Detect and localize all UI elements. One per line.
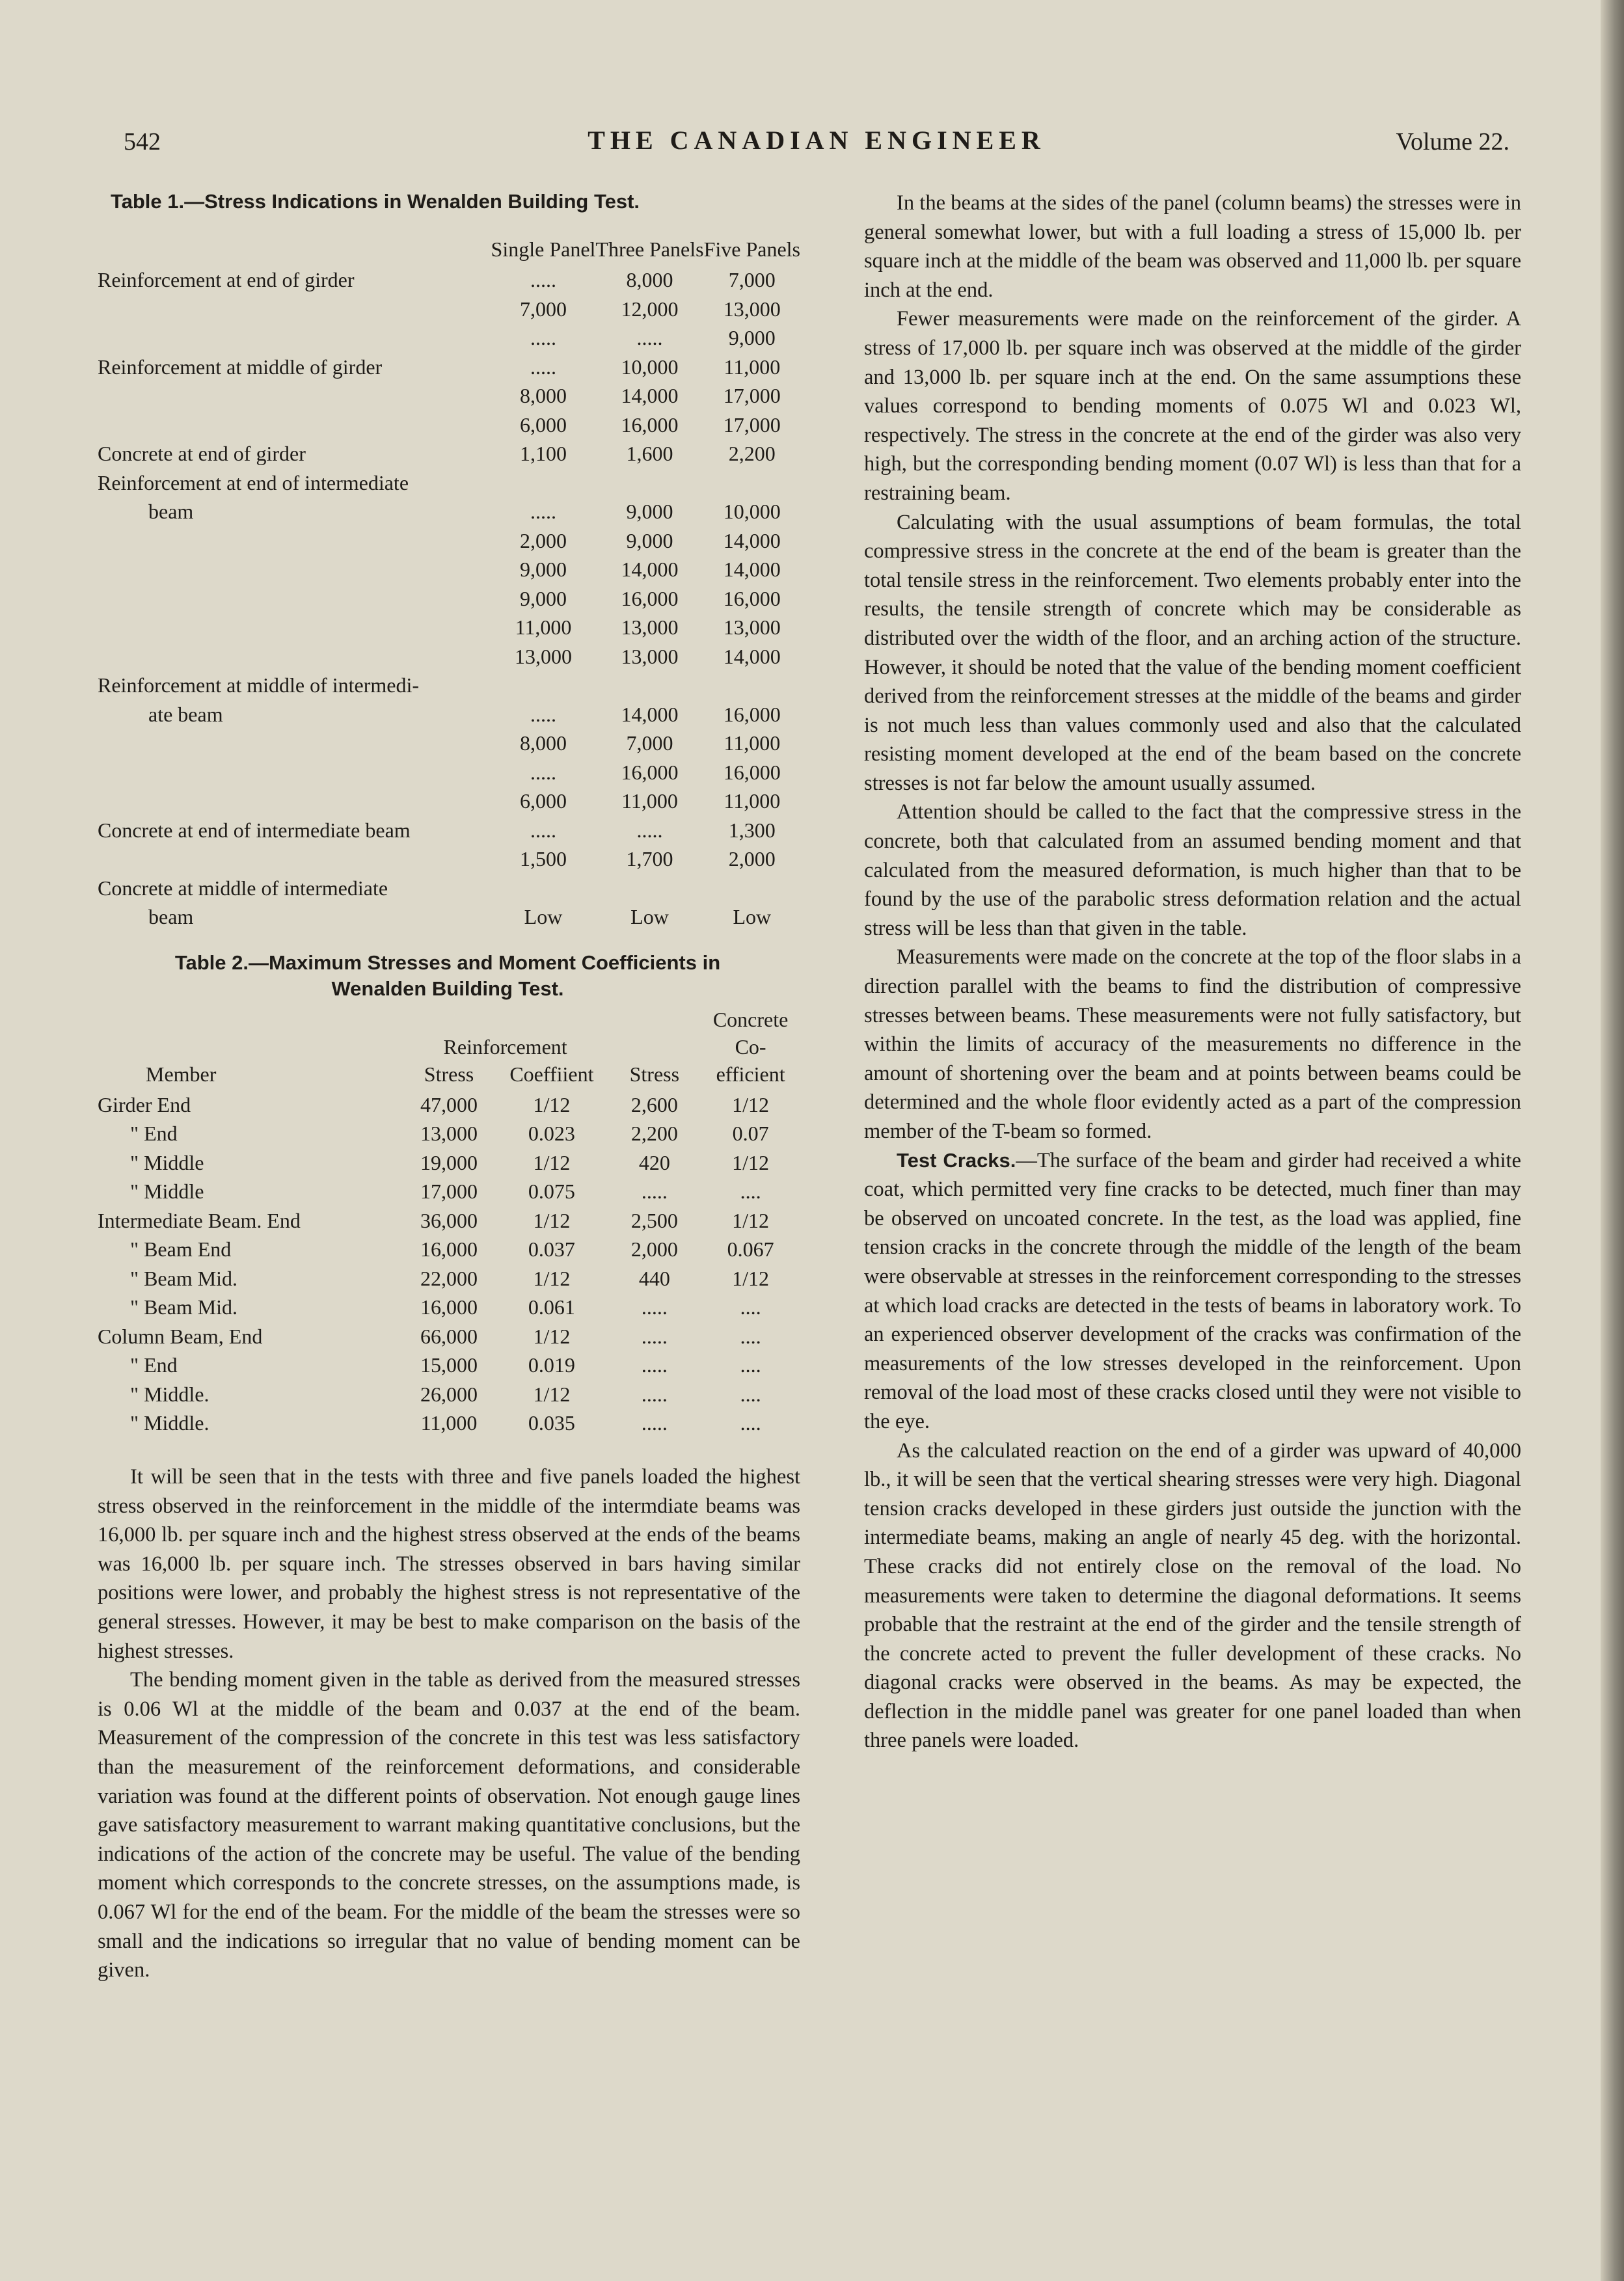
table1-cell: ..... <box>530 500 556 523</box>
table1-cell: 1,700 <box>626 847 673 871</box>
table2-cell: 1/12 <box>533 1266 571 1290</box>
table1-cell: 7,000 <box>728 268 776 291</box>
table1-cell: 12,000 <box>621 297 679 321</box>
table2-member: " Middle <box>130 1180 204 1203</box>
table1-cell: 16,000 <box>723 702 781 726</box>
table1-cell: 1,600 <box>626 442 673 465</box>
table2-row <box>98 1291 800 1320</box>
table2-cell: .... <box>740 1180 761 1203</box>
table1-row <box>98 813 800 843</box>
table2-header-stress: Stress <box>424 1062 474 1086</box>
table2-cell: 15,000 <box>420 1353 478 1377</box>
right-paragraph: Fewer measurements were made on the reinforcement of the girder. A stress of 17,000 lb. per square inch was observed at the middle of the girder and 13,000 lb. per square inch at the end. On the same assumptions these values correspond to bending moments of 0.075 Wl and 0.023 Wl, respectively. The stress in the concrete at the end of the girder was also very high, but the corresponding bending moment (0.07 Wl) is less than that for a restraining beam. <box>864 307 1521 505</box>
table2-header-row <box>98 1033 800 1060</box>
table1-cell: 14,000 <box>621 384 679 407</box>
table2-header-co: Co- <box>735 1035 766 1059</box>
table2-cell: 1/12 <box>533 1208 571 1232</box>
table1-row <box>98 524 800 553</box>
volume-label: Volume 22. <box>1396 128 1509 155</box>
table1-cell: 11,000 <box>724 731 781 755</box>
table1-cell: 16,000 <box>621 760 679 784</box>
table1-row <box>98 495 800 524</box>
table1-cell: 11,000 <box>621 789 678 813</box>
table2-cell: 17,000 <box>420 1180 478 1203</box>
table1-row <box>98 379 800 409</box>
table2-cell: 2,000 <box>630 1237 678 1261</box>
table1-cell: 13,000 <box>621 615 679 639</box>
table2-cell: 0.023 <box>528 1122 575 1145</box>
table2-cell: ..... <box>641 1353 668 1377</box>
table1-cell: 14,000 <box>621 702 679 726</box>
table2-member: Intermediate Beam. End <box>98 1208 301 1232</box>
left-paragraph: The bending moment given in the table as derived from the measured stresses is 0.06 Wl at the middle of the beam and 0.037 at the end of the beam. Measurement of the compression of the concrete in this test was less satisfactory than the measurement of the reinforcement deformations, and considerable variation was found at the different points of observation. Not enough gauge lines gave satisfactory measurement to warrant making quantitative conclusions, but the indications of the action of the concrete may be useful. The value of the bending moment which corresponds to the concrete stresses, on the assumptions made, is 0.067 Wl for the end of the beam. For the middle of the beam the stresses were so small and the indications so irregular that no value of bending moment can be given. <box>98 1668 800 1982</box>
table2-member: " Beam End <box>130 1237 232 1261</box>
table1-cell: 1,300 <box>728 818 776 842</box>
table1-row-label <box>98 582 491 611</box>
table2-cell: ..... <box>641 1180 668 1203</box>
table1-cell: 13,000 <box>514 644 572 668</box>
table2-cell: 0.035 <box>528 1411 575 1435</box>
table1-cell: ..... <box>530 326 556 349</box>
table1-cell: Low <box>733 905 772 928</box>
table1-cell: 2,200 <box>728 442 776 465</box>
table1-row-label: Reinforcement at middle of intermedi- <box>98 673 420 697</box>
table1-cell: 9,000 <box>626 500 673 523</box>
table1-cell: Low <box>524 905 563 928</box>
table1-row-label <box>98 843 491 872</box>
table1-cell: ..... <box>636 326 663 349</box>
table2-cell: 19,000 <box>420 1150 478 1174</box>
right-paragraph: In the beams at the sides of the panel (column beams) the stresses were in general somewhat lower, but with a full loading a stress of 15,000 lb. per square inch at the middle of the beam was observed and 11,000 lb. per square inch at the end. <box>864 191 1521 302</box>
right-paragraph: Measurements were made on the concrete at the top of the floor slabs in a direction parallel with the beams to find the distribution of compressive stresses between beams. These measurements were not fully satisfactory, but within the limits of accuracy of the measurements no difference in the amount of shortening over the beam and at points between beams could be determined and the whole floor evidently acted as a part of the compression member of the T-beam so formed. <box>864 945 1521 1143</box>
table1-cell: ..... <box>530 818 556 842</box>
table1-cell: 9,000 <box>728 326 776 349</box>
table1-row <box>98 727 800 756</box>
table1-cell: 9,000 <box>519 558 567 581</box>
table1-cell: 16,000 <box>723 586 781 610</box>
table2-cell: 2,500 <box>630 1208 678 1232</box>
table1-row <box>98 582 800 611</box>
table1-row-label: Concrete at end of intermediate beam <box>98 818 411 842</box>
table2-cell: 0.037 <box>528 1237 575 1261</box>
table1-row-label <box>98 755 491 785</box>
table1-cell: 1,500 <box>519 847 567 871</box>
table1-row <box>98 611 800 640</box>
table2-cell: 0.067 <box>727 1237 774 1261</box>
table1-row <box>98 900 800 930</box>
table2-cell: 1/12 <box>732 1092 770 1116</box>
table2-cell: 1/12 <box>533 1092 571 1116</box>
table2-row <box>98 1146 800 1175</box>
table1-col-header: Five Panels <box>703 237 800 261</box>
table2 <box>98 1006 800 1435</box>
table1-cell <box>704 871 800 900</box>
table1-cell <box>491 669 596 698</box>
table2-header-coefficient: Coeffiient <box>509 1062 594 1086</box>
table1-row-label: beam <box>148 905 194 928</box>
table2-header-stress2: Stress <box>629 1062 680 1086</box>
table2-member: Girder End <box>98 1092 191 1116</box>
table2-cell: 26,000 <box>420 1382 478 1406</box>
table1-row-label <box>98 640 491 669</box>
page-header <box>124 124 1509 163</box>
table2-cell: ..... <box>641 1411 668 1435</box>
table2-row <box>98 1233 800 1262</box>
table1-cell: 16,000 <box>723 760 781 784</box>
table1-cell: 14,000 <box>723 644 781 668</box>
table2-member: " Middle <box>130 1150 204 1174</box>
table1-row-label <box>98 611 491 640</box>
table1-cell: 11,000 <box>515 615 572 639</box>
table1-row-label: Concrete at middle of intermediate <box>98 876 388 900</box>
table2-cell: 36,000 <box>420 1208 478 1232</box>
table2-row <box>98 1262 800 1291</box>
table1-cell: 7,000 <box>519 297 567 321</box>
table2-caption <box>109 950 786 1002</box>
table1-row <box>98 350 800 379</box>
table1-cell: 8,000 <box>519 384 567 407</box>
table1-cell: ..... <box>530 702 556 726</box>
table1-cell: 14,000 <box>621 558 679 581</box>
table1-header-row <box>98 234 800 263</box>
right-paragraph: Attention should be called to the fact that the compressive stress in the concrete, both that calculated from an assumed bending moment and that calculated from the measured deformation, is much higher than that to be found by the use of the parabolic stress deformation relation and the actual stress will be less than that given in the table. <box>864 800 1521 940</box>
table1-cell <box>595 669 703 698</box>
table2-cell: 2,600 <box>630 1092 678 1116</box>
table1-cell: 13,000 <box>723 297 781 321</box>
table1-caption: Table 1.—Stress Indications in Wenalden Building Test. <box>111 190 640 213</box>
table1-cell: 9,000 <box>519 586 567 610</box>
table1-row-label <box>98 524 491 553</box>
table1-row <box>98 292 800 321</box>
table1-row-label <box>98 379 491 409</box>
table2-cell: ..... <box>641 1382 668 1406</box>
table2-member: " Beam Mid. <box>130 1295 238 1319</box>
table1-row-label <box>98 321 491 351</box>
table2-cell: .... <box>740 1411 761 1435</box>
table2-cell: 1/12 <box>732 1266 770 1290</box>
table1-cell: 2,000 <box>519 528 567 552</box>
table1-row-label: Reinforcement at end of intermediate <box>98 470 409 494</box>
table1-col-header: Single Panel <box>491 237 596 261</box>
paragraph-text: —The surface of the beam and girder had received a white coat, which permitted very fine cracks to be detected, much finer than may be observed on uncoated concrete. In the test, as the load was applied, fine tension cracks in the concrete through the middle of the length of the beam were observable at stresses in the reinforcement corresponding to the stresses at which load cracks are detected in the tests of beams in laboratory work. To an experienced observer development of the cracks was confirmation of the measurements of the low stresses developed in the reinforcement. Upon removal of the load most of these cracks closed until they were not visible to the eye. <box>864 1148 1521 1433</box>
table2-cell: 16,000 <box>420 1237 478 1261</box>
table2-header-row <box>98 1060 800 1088</box>
table2-cell: 2,200 <box>630 1122 678 1145</box>
table2-cell: .... <box>740 1324 761 1348</box>
table1-cell: 13,000 <box>621 644 679 668</box>
table1-cell: 8,000 <box>626 268 673 291</box>
table2-cell: 11,000 <box>420 1411 478 1435</box>
table2-header-member: Member <box>146 1062 217 1086</box>
table2-cell: 13,000 <box>420 1122 478 1145</box>
table2-cell: 0.061 <box>528 1295 575 1319</box>
table2-cell: 0.019 <box>528 1353 575 1377</box>
table2-cell: 440 <box>638 1266 670 1290</box>
table1-cell <box>595 871 703 900</box>
table2-cell: ..... <box>641 1295 668 1319</box>
table1-cell: 1,100 <box>519 442 567 465</box>
table1-row-label: Reinforcement at middle of girder <box>98 355 383 379</box>
table1-cell: 7,000 <box>626 731 673 755</box>
table1-cell: ..... <box>530 355 556 379</box>
table2-cell: 1/12 <box>533 1324 571 1348</box>
table1-cell: 10,000 <box>723 500 781 523</box>
table2-caption-line: Table 2.—Maximum Stresses and Moment Coefficients in <box>174 951 721 974</box>
table1-cell <box>704 466 800 495</box>
right-column <box>864 189 1521 1755</box>
table1-row-label: Concrete at end of girder <box>98 442 306 465</box>
table1-cell: 6,000 <box>519 789 567 813</box>
table2-row <box>98 1349 800 1378</box>
table2-row <box>98 1377 800 1407</box>
table1-row <box>98 871 800 900</box>
table2-row <box>98 1204 800 1233</box>
table1-cell: 11,000 <box>724 355 781 379</box>
table1-cell <box>595 466 703 495</box>
table2-cell: .... <box>740 1382 761 1406</box>
table1-row-label <box>98 292 491 321</box>
table1-cell: 2,000 <box>728 847 776 871</box>
table2-member: " End <box>130 1353 178 1377</box>
table1-cell: 13,000 <box>723 615 781 639</box>
table2-cell: 1/12 <box>732 1150 770 1174</box>
table1-row <box>98 408 800 437</box>
table1-cell: 11,000 <box>724 789 781 813</box>
table2-cell: 22,000 <box>420 1266 478 1290</box>
table1-row-label: beam <box>148 500 194 523</box>
table2-cell: 47,000 <box>420 1092 478 1116</box>
section-heading: Test Cracks. <box>897 1148 1016 1172</box>
table1-cell: 16,000 <box>621 412 679 437</box>
table2-caption-line: Wenalden Building Test. <box>331 977 564 1000</box>
table1-cell: 17,000 <box>723 412 781 437</box>
table1-cell: 6,000 <box>519 412 567 437</box>
journal-title: THE CANADIAN ENGINEER <box>588 126 1046 155</box>
table1-row <box>98 263 800 293</box>
table2-header-efficient: efficient <box>716 1062 785 1086</box>
table1-row-label <box>98 408 491 437</box>
table2-row <box>98 1175 800 1204</box>
table1-row <box>98 755 800 785</box>
table2-cell: 0.07 <box>732 1122 769 1145</box>
table2-member: " End <box>130 1122 178 1145</box>
table2-cell: 420 <box>638 1150 670 1174</box>
table2-cell: 1/12 <box>533 1382 571 1406</box>
table1-row <box>98 553 800 582</box>
table1-col-header: Three Panels <box>595 237 704 261</box>
table2-header-reinforcement: Reinforcement <box>443 1035 567 1059</box>
table1 <box>98 234 800 929</box>
table2-cell: 66,000 <box>420 1324 478 1348</box>
table2-member: Column Beam, End <box>98 1324 263 1348</box>
table2-cell: ..... <box>641 1324 668 1348</box>
table1-row <box>98 669 800 698</box>
left-paragraph: It will be seen that in the tests with three and five panels loaded the highest stress observed in the reinforcement in the middle of the intermdiate beams was 16,000 lb. per square inch and the highest stress observed at the ends of the beams was 16,000 lb. per square inch. The stresses observed in bars having similar positions were lower, and probably the highest stress is not representative of the general stresses. However, it may be best to make comparison on the basis of the highest stresses. <box>98 1465 800 1663</box>
table1-row <box>98 843 800 872</box>
table1-row <box>98 437 800 466</box>
left-column <box>98 189 800 1985</box>
table1-cell: ..... <box>530 268 556 291</box>
table1-cell: 10,000 <box>621 355 679 379</box>
page-number: 542 <box>124 128 161 155</box>
table2-row <box>98 1117 800 1146</box>
table1-cell: 17,000 <box>723 384 781 407</box>
right-paragraph: As the calculated reaction on the end of a girder was upward of 40,000 lb., it will be seen that the vertical shearing stresses were very high. Diagonal tension cracks developed in these girders just outside the junction with the intermediate beams, making an angle of nearly 45 deg. with the horizontal. These cracks did not entirely close on the removal of the load. No measurements were taken to determine the diagonal deformations. It seems probable that the restraint at the end of the girder and the tensile strength of the concrete acted to prevent the fuller development of these cracks. No diagonal cracks were observed in the beams. As may be expected, the deflection in the middle panel was greater for one panel loaded than when three panels were loaded. <box>864 1438 1521 1753</box>
table2-row <box>98 1407 800 1436</box>
table1-row-label <box>98 727 491 756</box>
table2-member: " Middle. <box>130 1382 210 1406</box>
table2-cell: 1/12 <box>732 1208 770 1232</box>
table1-row-label <box>98 553 491 582</box>
table2-row <box>98 1319 800 1349</box>
table1-row <box>98 466 800 495</box>
table1-row-label: ate beam <box>148 702 223 726</box>
table1-cell: ..... <box>530 760 556 784</box>
table1-cell: Low <box>630 905 669 928</box>
table2-member: " Beam Mid. <box>130 1266 238 1290</box>
right-paragraph: Calculating with the usual assumptions of beam formulas, the total compressive stress in the concrete at the end of the beam is greater than the total tensile stress in the reinforcement. Two elements probably enter into the results, the tensile strength of concrete which may be considerable as distributed over the width of the floor, and an arching action of the structure. However, it should be noted that the value of the bending moment coefficient derived from the reinforcement stresses at the middle of the beams and girder is not much less than values commonly used and also that the calculated resisting moment developed at the end of the beam based on the concrete stresses is not far below the amount usually assumed. <box>864 510 1521 795</box>
table1-cell <box>491 466 596 495</box>
table1-cell <box>491 871 596 900</box>
table1-cell: 14,000 <box>723 558 781 581</box>
table2-member: " Middle. <box>130 1411 210 1435</box>
table1-row <box>98 785 800 814</box>
right-paragraph-test-cracks <box>864 1146 1521 1437</box>
table2-header-row <box>98 1006 800 1033</box>
table2-cell: .... <box>740 1353 761 1377</box>
table2-cell: 16,000 <box>420 1295 478 1319</box>
table2-row <box>98 1088 800 1117</box>
table1-row-label <box>98 785 491 814</box>
table1-cell: 8,000 <box>519 731 567 755</box>
table1-cell <box>704 669 800 698</box>
page-binding-edge <box>1601 0 1624 2281</box>
table2-cell: 0.075 <box>528 1180 575 1203</box>
table1-row <box>98 321 800 351</box>
table1-row-label: Reinforcement at end of girder <box>98 268 355 291</box>
table1-cell: 16,000 <box>621 586 679 610</box>
table1-row <box>98 697 800 727</box>
table2-cell: 1/12 <box>533 1150 571 1174</box>
table1-row <box>98 640 800 669</box>
table1-cell: 9,000 <box>626 528 673 552</box>
table2-header-concrete: Concrete <box>712 1008 789 1031</box>
table1-cell: 14,000 <box>723 528 781 552</box>
table2-cell: .... <box>740 1295 761 1319</box>
table1-cell: ..... <box>636 818 663 842</box>
